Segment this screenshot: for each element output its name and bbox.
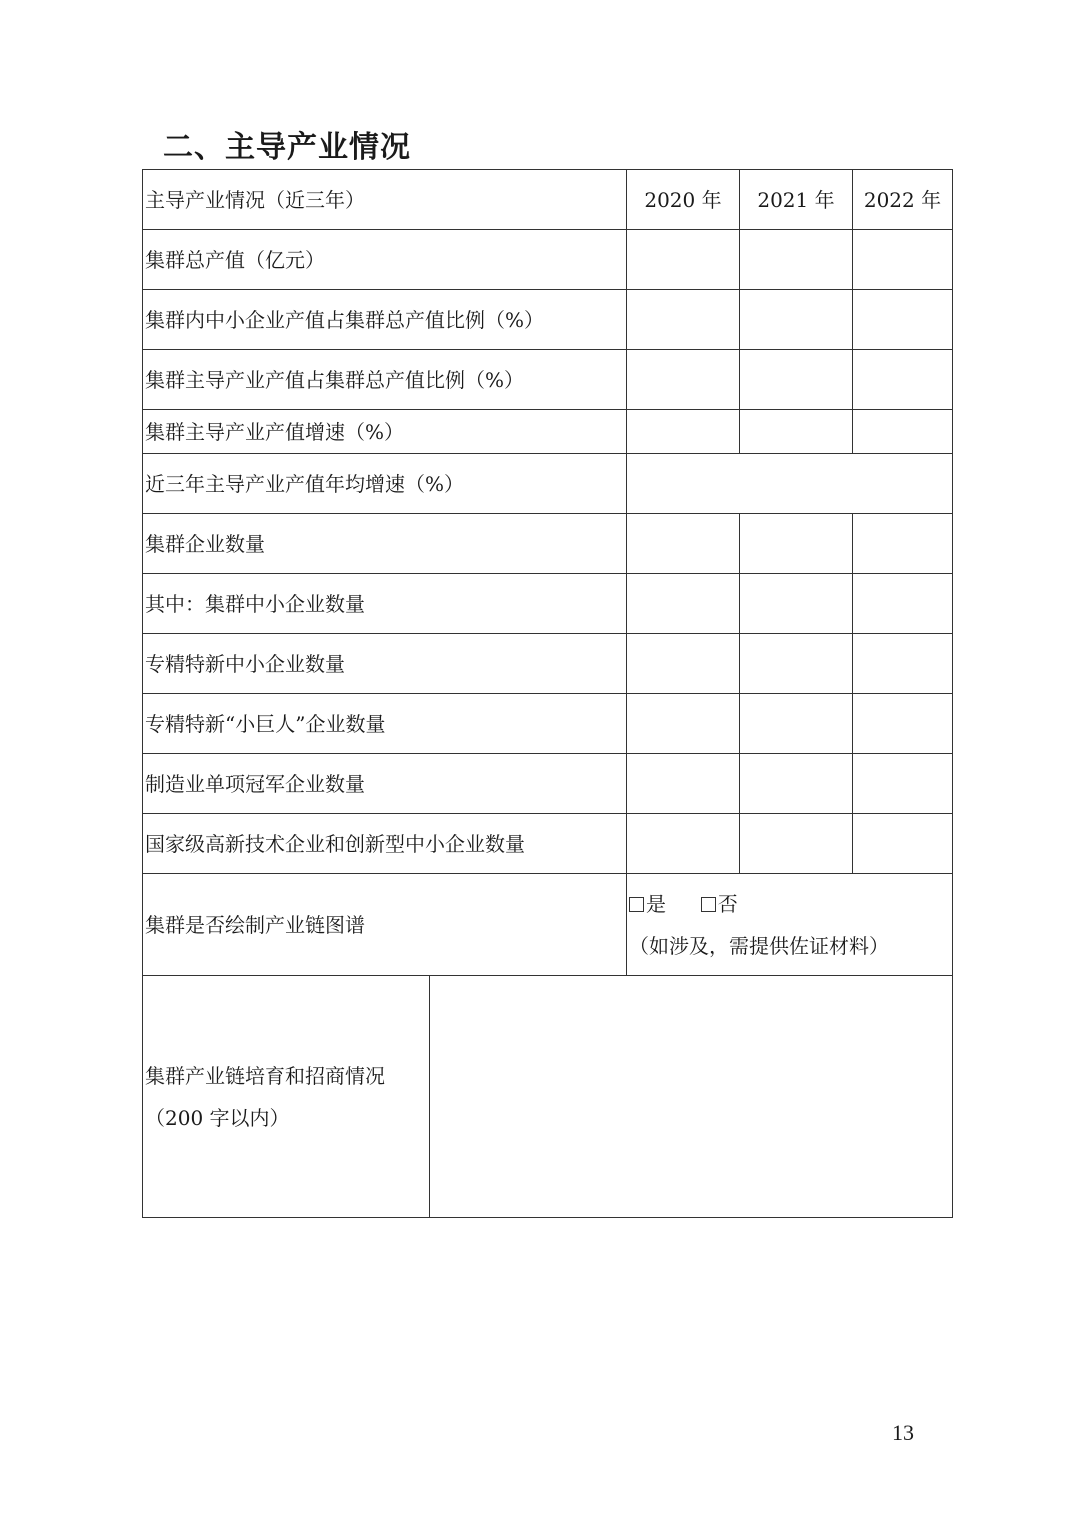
- yes-option[interactable]: [629, 892, 666, 916]
- header-label: 主导产业情况（近三年）: [143, 170, 627, 230]
- input-cell[interactable]: [740, 230, 853, 290]
- table-row: [143, 574, 953, 634]
- chain-map-row: [143, 874, 953, 976]
- year-2020-header: 2020 年: [627, 170, 740, 230]
- row-label: 制造业单项冠军企业数量: [143, 754, 627, 814]
- input-cell[interactable]: [627, 290, 740, 350]
- table-header-row: [143, 170, 953, 230]
- input-cell[interactable]: [853, 350, 953, 410]
- no-label: 否: [717, 891, 738, 916]
- input-cell[interactable]: [853, 514, 953, 574]
- input-cell[interactable]: [740, 290, 853, 350]
- input-cell[interactable]: [627, 574, 740, 634]
- year-2022-header: 2022 年: [853, 170, 953, 230]
- table-row: [143, 350, 953, 410]
- input-cell[interactable]: [853, 574, 953, 634]
- input-cell-merged[interactable]: [627, 454, 953, 514]
- checkbox-icon[interactable]: [629, 897, 644, 912]
- row-label: 集群主导产业产值增速（%）: [143, 410, 627, 454]
- no-option[interactable]: [701, 892, 738, 916]
- input-cell[interactable]: [853, 410, 953, 454]
- input-cell[interactable]: [740, 754, 853, 814]
- input-cell[interactable]: [627, 634, 740, 694]
- input-cell[interactable]: [740, 574, 853, 634]
- input-cell[interactable]: [853, 694, 953, 754]
- page-number: 13: [892, 1420, 914, 1445]
- row-label: 其中：集群中小企业数量: [143, 574, 627, 634]
- row-label: 集群内中小企业产值占集群总产值比例（%）: [143, 290, 627, 350]
- table-row: [143, 410, 953, 454]
- input-cell[interactable]: [740, 350, 853, 410]
- input-cell[interactable]: [740, 814, 853, 874]
- row-label: 专精特新中小企业数量: [143, 634, 627, 694]
- input-cell[interactable]: [627, 230, 740, 290]
- table-row: [143, 694, 953, 754]
- row-label: 近三年主导产业产值年均增速（%）: [143, 454, 627, 514]
- input-cell[interactable]: [740, 514, 853, 574]
- cultivation-label: [143, 976, 430, 1218]
- input-cell[interactable]: [627, 514, 740, 574]
- chain-map-answer: [627, 874, 953, 976]
- table-row: [143, 754, 953, 814]
- cultivation-input[interactable]: [430, 976, 953, 1218]
- input-cell[interactable]: [740, 634, 853, 694]
- table-row: [143, 454, 953, 514]
- checkbox-icon[interactable]: [701, 897, 716, 912]
- table-row: [143, 634, 953, 694]
- row-label: 集群总产值（亿元）: [143, 230, 627, 290]
- input-cell[interactable]: [853, 290, 953, 350]
- row-label: 专精特新“小巨人”企业数量: [143, 694, 627, 754]
- year-2021-header: 2021 年: [740, 170, 853, 230]
- yes-label: 是: [646, 891, 666, 916]
- input-cell[interactable]: [627, 410, 740, 454]
- chain-map-label: 集群是否绘制产业链图谱: [143, 874, 627, 976]
- row-label: 国家级高新技术企业和创新型中小企业数量: [143, 814, 627, 874]
- table-row: [143, 290, 953, 350]
- input-cell[interactable]: [740, 694, 853, 754]
- evidence-note: （如涉及，需提供佐证材料）: [629, 933, 889, 958]
- input-cell[interactable]: [627, 350, 740, 410]
- input-cell[interactable]: [627, 754, 740, 814]
- input-cell[interactable]: [853, 814, 953, 874]
- leading-industry-table: [142, 169, 953, 1218]
- cultivation-label-line2: （200 字以内）: [145, 1105, 290, 1130]
- cultivation-row: [143, 976, 953, 1218]
- input-cell[interactable]: [627, 814, 740, 874]
- table-row: [143, 814, 953, 874]
- section-title: 二、主导产业情况: [163, 130, 411, 165]
- input-cell[interactable]: [853, 754, 953, 814]
- cultivation-label-line1: 集群产业链培育和招商情况: [145, 1063, 385, 1088]
- table-row: [143, 514, 953, 574]
- row-label: 集群主导产业产值占集群总产值比例（%）: [143, 350, 627, 410]
- input-cell[interactable]: [853, 634, 953, 694]
- input-cell[interactable]: [627, 694, 740, 754]
- table-row: [143, 230, 953, 290]
- input-cell[interactable]: [740, 410, 853, 454]
- input-cell[interactable]: [853, 230, 953, 290]
- row-label: 集群企业数量: [143, 514, 627, 574]
